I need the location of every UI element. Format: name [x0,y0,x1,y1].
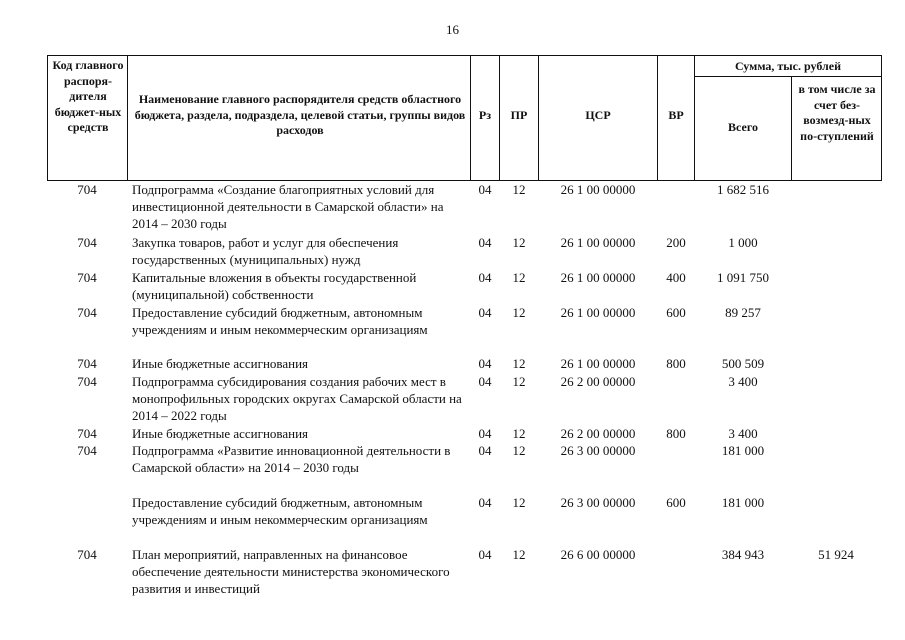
row-vr: 400 [666,270,686,285]
row-rz: 04 [478,374,492,389]
col-line-8 [881,55,882,180]
header-incl: в том числе за счет без-возмезд-ных по-ступлений [798,82,876,143]
row-csr: 26 6 00 00000 [560,547,636,562]
row-total: 1 000 [728,235,758,250]
row-code: 704 [77,305,97,320]
header-pr: ПР [510,108,528,122]
row-csr: 26 2 00 00000 [560,374,636,389]
row-csr: 26 2 00 00000 [560,426,636,441]
row-csr: 26 1 00 00000 [560,305,636,320]
col-line-1 [127,55,128,180]
row-rz: 04 [478,443,492,458]
row-pr: 12 [512,235,526,250]
row-rz: 04 [478,182,492,197]
col-line-0 [47,55,48,180]
row-name: Иные бюджетные ассигнования [132,426,309,441]
row-code: 704 [77,182,97,197]
row-total: 3 400 [728,374,758,389]
row-rz: 04 [478,235,492,250]
row-csr: 26 3 00 00000 [560,495,636,510]
row-code: 704 [77,356,97,371]
row-name: Закупка товаров, работ и услуг для обеспечения государственных (муниципальных) нужд [132,235,399,267]
row-total: 181 000 [721,443,765,458]
header-rz: Рз [478,108,492,122]
row-csr: 26 1 00 00000 [560,182,636,197]
header-name: Наименование главного распорядителя средств областного бюджета, раздела, подраздела, целевой статьи, группы видов расходов [134,92,466,137]
row-incl: 51 924 [818,547,854,562]
row-total: 1 091 750 [717,270,769,285]
header-top-border [47,55,882,56]
row-pr: 12 [512,374,526,389]
row-csr: 26 1 00 00000 [560,270,636,285]
row-total: 181 000 [721,495,765,510]
row-rz: 04 [478,547,492,562]
row-total: 500 509 [721,356,765,371]
row-csr: 26 1 00 00000 [560,235,636,250]
row-vr: 800 [666,356,686,371]
row-code: 704 [77,426,97,441]
row-code: 704 [77,547,97,562]
row-name: Подпрограмма «Развитие инновационной деятельности в Самарской области» на 2014 – 2030 годы [132,443,451,475]
row-rz: 04 [478,426,492,441]
header-csr: ЦСР [585,108,611,122]
header-code: Код главного распоря-дителя бюджет-ных средств [52,58,124,134]
row-total: 1 682 516 [717,182,769,197]
page-number: 16 [446,22,459,37]
row-pr: 12 [512,426,526,441]
row-name: Предоставление субсидий бюджетным, автономным учреждениям и иным некоммерческим организациям [132,495,428,527]
row-rz: 04 [478,495,492,510]
row-csr: 26 1 00 00000 [560,356,636,371]
row-vr: 800 [666,426,686,441]
row-code: 704 [77,270,97,285]
row-pr: 12 [512,547,526,562]
row-code: 704 [77,374,97,389]
col-line-7 [791,77,792,180]
row-pr: 12 [512,356,526,371]
row-pr: 12 [512,495,526,510]
row-pr: 12 [512,443,526,458]
row-pr: 12 [512,270,526,285]
row-total: 384 943 [721,547,765,562]
row-name: Подпрограмма «Создание благоприятных условий для инвестиционной деятельности в Самарской области» на 2014 – 2030 годы [132,182,444,231]
row-code: 704 [77,443,97,458]
row-name: Капитальные вложения в объекты государственной (муниципальной) собственности [132,270,417,302]
row-rz: 04 [478,356,492,371]
row-rz: 04 [478,270,492,285]
row-csr: 26 3 00 00000 [560,443,636,458]
sum-divider [694,76,882,77]
row-pr: 12 [512,182,526,197]
row-total: 3 400 [728,426,758,441]
row-vr: 200 [666,235,686,250]
row-name: План мероприятий, направленных на финансовое обеспечение деятельности министерства экономического развития и инвестиций [132,547,450,596]
row-pr: 12 [512,305,526,320]
row-code: 704 [77,235,97,250]
row-name: Иные бюджетные ассигнования [132,356,309,371]
row-vr: 600 [666,495,686,510]
row-name: Предоставление субсидий бюджетным, автономным учреждениям и иным некоммерческим организациям [132,305,428,337]
row-rz: 04 [478,305,492,320]
header-vr: ВР [668,108,684,122]
row-vr: 600 [666,305,686,320]
header-sum-title: Сумма, тыс. рублей [734,59,842,73]
header-total: Всего [728,120,758,134]
row-name: Подпрограмма субсидирования создания рабочих мест в монопрофильных городских округах Самарской области на 2014 – 2022 годы [132,374,462,423]
row-total: 89 257 [725,305,761,320]
